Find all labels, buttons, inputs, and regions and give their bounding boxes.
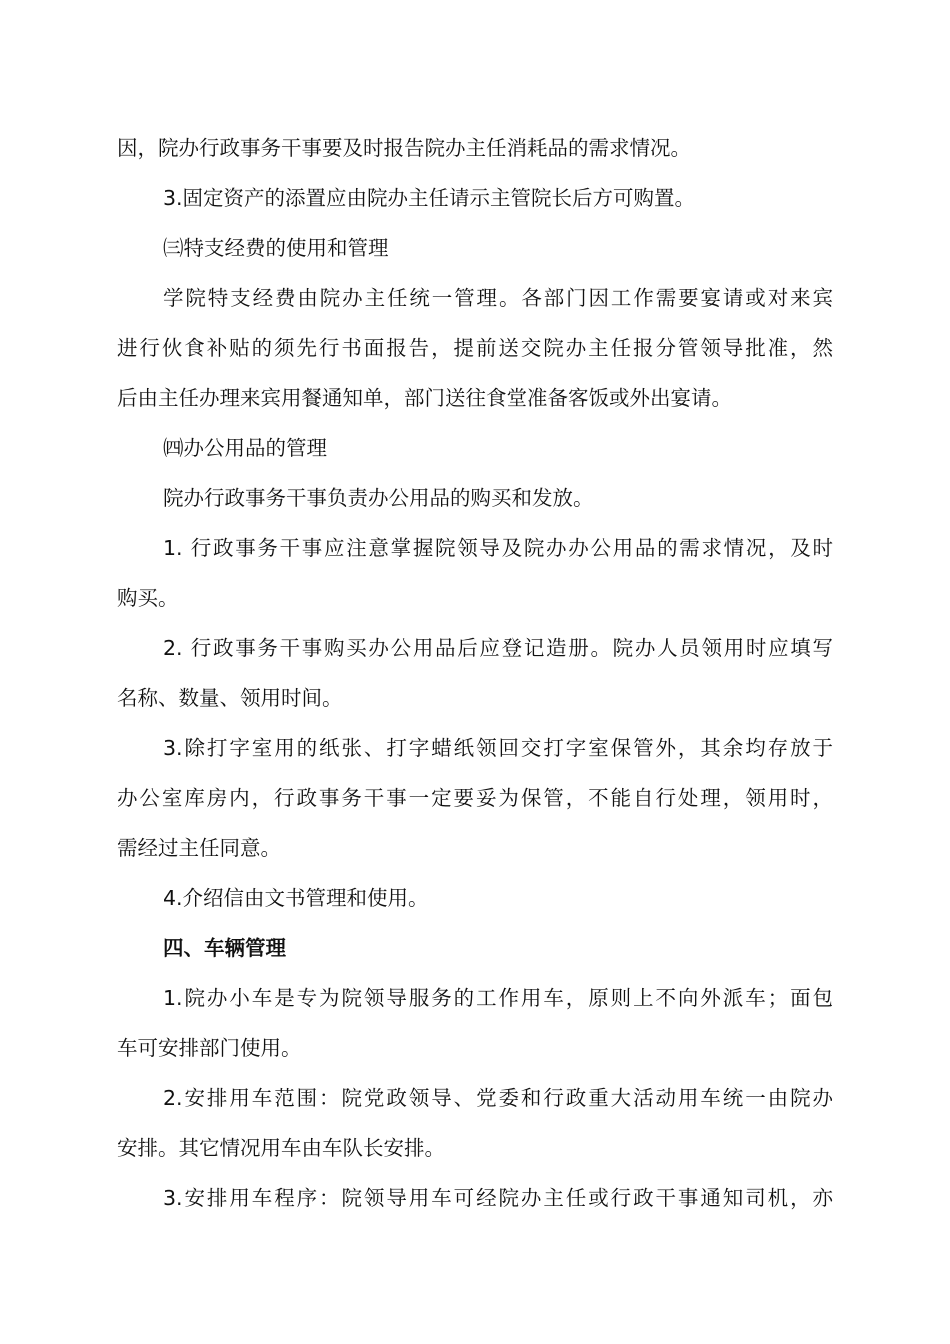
paragraph-line: 2. 行政事务干事购买办公用品后应登记造册。院办人员领用时应填写: [163, 636, 833, 660]
paragraph-line: 名称、数量、领用时间。: [117, 686, 343, 710]
section-heading: ㈣办公用品的管理: [163, 436, 327, 460]
section-heading: 四、车辆管理: [163, 936, 286, 960]
paragraph-line: 3.固定资产的添置应由院办主任请示主管院长后方可购置。: [163, 186, 696, 210]
paragraph-line: 进行伙食补贴的须先行书面报告，提前送交院办主任报分管领导批准，然: [117, 336, 833, 360]
paragraph-line: 购买。: [117, 586, 179, 610]
paragraph-line: 车可安排部门使用。: [117, 1036, 302, 1060]
paragraph-line: 2.安排用车范围：院党政领导、党委和行政重大活动用车统一由院办: [163, 1086, 833, 1110]
paragraph-line: 3.除打字室用的纸张、打字蜡纸领回交打字室保管外，其余均存放于: [163, 736, 833, 760]
paragraph-line: 学院特支经费由院办主任统一管理。各部门因工作需要宴请或对来宾: [163, 286, 833, 310]
section-heading: ㈢特支经费的使用和管理: [163, 236, 389, 260]
paragraph-line: 1.院办小车是专为院领导服务的工作用车，原则上不向外派车；面包: [163, 986, 833, 1010]
paragraph-line: 因，院办行政事务干事要及时报告院办主任消耗品的需求情况。: [117, 136, 691, 160]
paragraph-line: 1. 行政事务干事应注意掌握院领导及院办办公用品的需求情况，及时: [163, 536, 833, 560]
paragraph-line: 4.介绍信由文书管理和使用。: [163, 886, 429, 910]
paragraph-line: 办公室库房内，行政事务干事一定要妥为保管，不能自行处理，领用时，: [117, 786, 833, 810]
paragraph-line: 需经过主任同意。: [117, 836, 281, 860]
paragraph-line: 安排。其它情况用车由车队长安排。: [117, 1136, 445, 1160]
paragraph-line: 后由主任办理来宾用餐通知单，部门送往食堂准备客饭或外出宴请。: [117, 386, 732, 410]
paragraph-line: 院办行政事务干事负责办公用品的购买和发放。: [163, 486, 594, 510]
paragraph-line: 3.安排用车程序：院领导用车可经院办主任或行政干事通知司机，亦: [163, 1186, 833, 1210]
